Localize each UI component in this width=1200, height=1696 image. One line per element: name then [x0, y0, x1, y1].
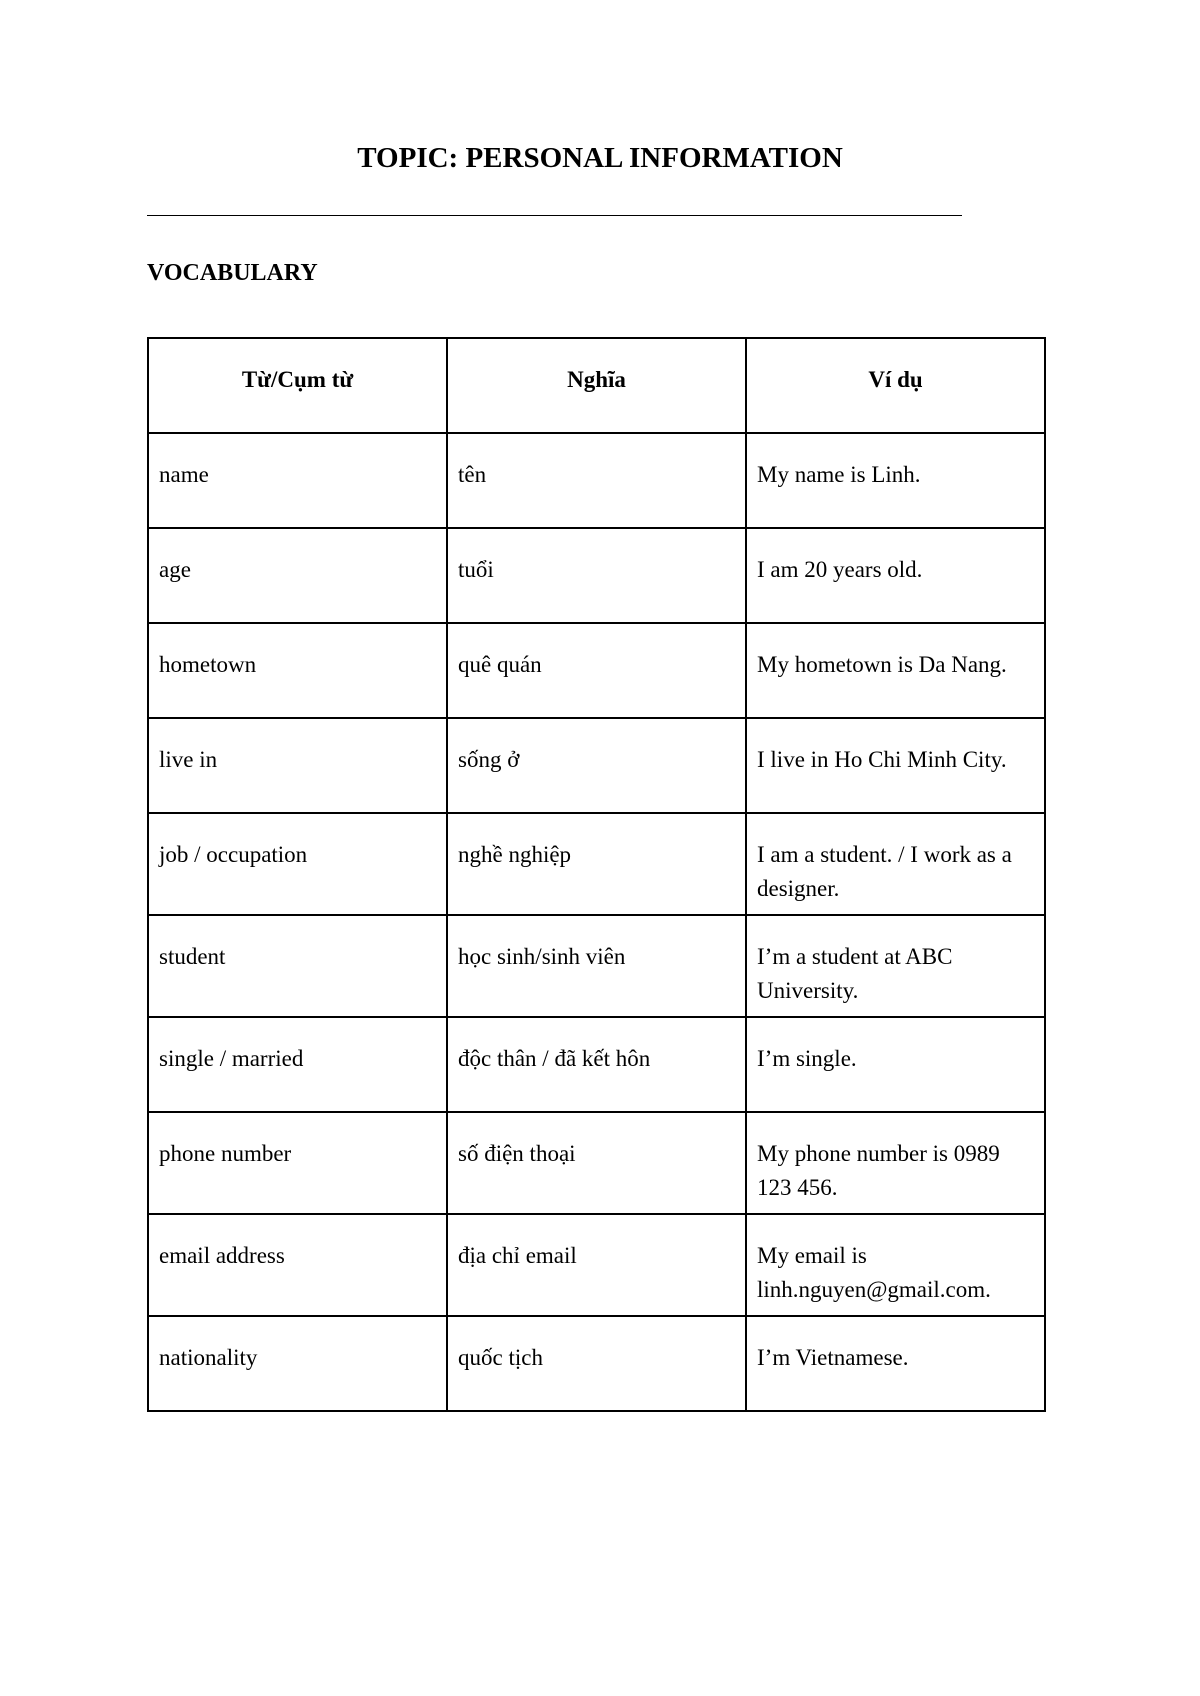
term-cell: phone number — [148, 1112, 447, 1214]
term-cell: email address — [148, 1214, 447, 1316]
table-row — [148, 1316, 1045, 1411]
page-title: TOPIC: PERSONAL INFORMATION — [357, 142, 843, 174]
meaning-cell: độc thân / đã kết hôn — [447, 1017, 746, 1112]
term-cell: job / occupation — [148, 813, 447, 915]
header-meaning: Nghĩa — [447, 338, 746, 433]
example-cell: My name is Linh. — [746, 433, 1045, 528]
header-term: Từ/Cụm từ — [148, 338, 447, 433]
meaning-cell: tuổi — [447, 528, 746, 623]
example-cell: I’m a student at ABC University. — [746, 915, 1045, 1017]
vocabulary-table — [147, 337, 1046, 1412]
meaning-cell: học sinh/sinh viên — [447, 915, 746, 1017]
example-cell: I am 20 years old. — [746, 528, 1045, 623]
meaning-cell: nghề nghiệp — [447, 813, 746, 915]
example-cell: My hometown is Da Nang. — [746, 623, 1045, 718]
table-row — [148, 1214, 1045, 1316]
term-cell: single / married — [148, 1017, 447, 1112]
meaning-cell: địa chỉ email — [447, 1214, 746, 1316]
meaning-cell: tên — [447, 433, 746, 528]
term-cell: live in — [148, 718, 447, 813]
example-cell: I live in Ho Chi Minh City. — [746, 718, 1045, 813]
meaning-cell: số điện thoại — [447, 1112, 746, 1214]
term-cell: name — [148, 433, 447, 528]
meaning-cell: quốc tịch — [447, 1316, 746, 1411]
section-heading: VOCABULARY — [147, 260, 318, 286]
table-row — [148, 433, 1045, 528]
table-row — [148, 813, 1045, 915]
table-header-row — [148, 338, 1045, 433]
meaning-cell: quê quán — [447, 623, 746, 718]
example-cell: My phone number is 0989 123 456. — [746, 1112, 1045, 1214]
term-cell: student — [148, 915, 447, 1017]
table-row — [148, 1112, 1045, 1214]
table-row — [148, 718, 1045, 813]
example-cell: I’m Vietnamese. — [746, 1316, 1045, 1411]
term-cell: nationality — [148, 1316, 447, 1411]
header-example: Ví dụ — [746, 338, 1045, 433]
table-row — [148, 528, 1045, 623]
meaning-cell: sống ở — [447, 718, 746, 813]
table-row — [148, 915, 1045, 1017]
example-cell: My email is linh.nguyen@gmail.com. — [746, 1214, 1045, 1316]
term-cell: hometown — [148, 623, 447, 718]
table-row — [148, 623, 1045, 718]
example-cell: I am a student. / I work as a designer. — [746, 813, 1045, 915]
term-cell: age — [148, 528, 447, 623]
table-row — [148, 1017, 1045, 1112]
title-divider — [147, 215, 962, 216]
example-cell: I’m single. — [746, 1017, 1045, 1112]
